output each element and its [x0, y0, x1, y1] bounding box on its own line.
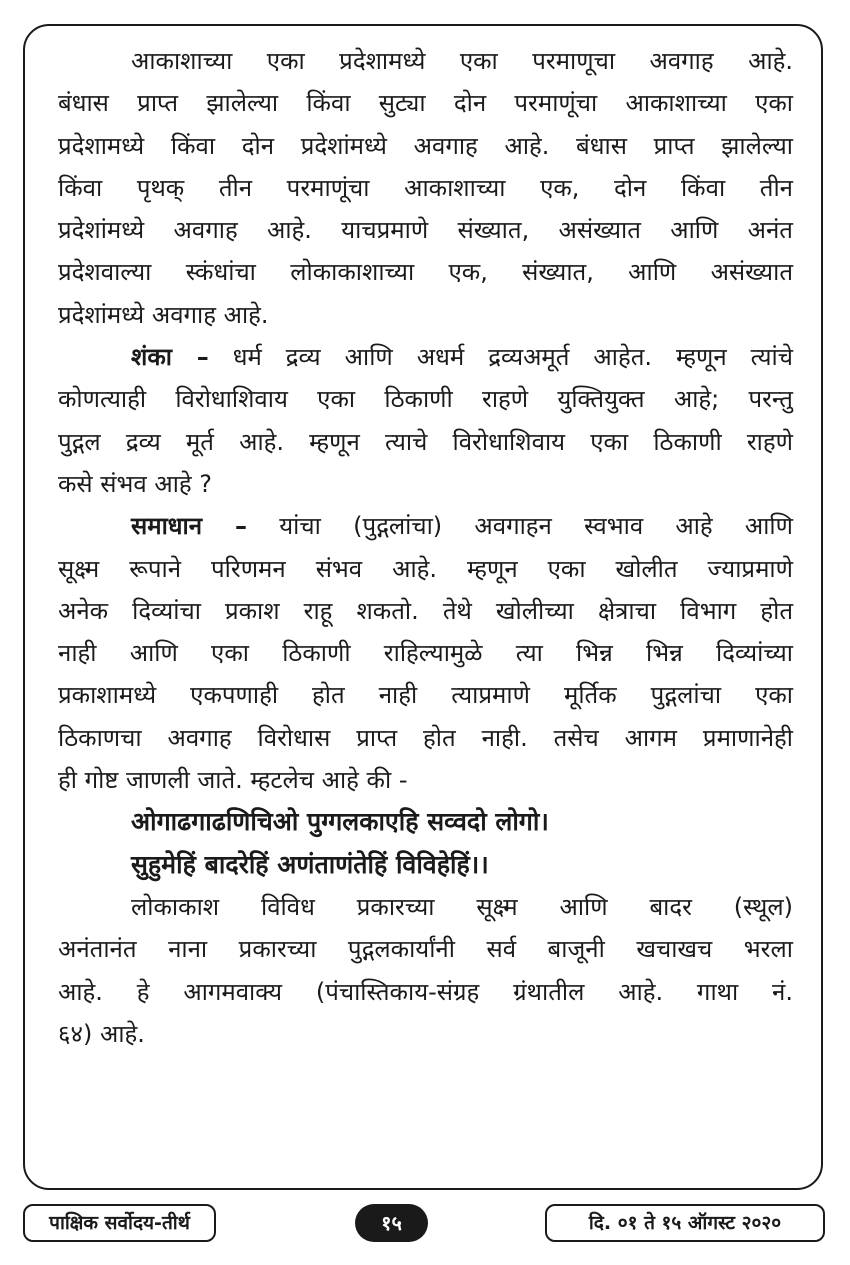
text-line: अनंतानंत नाना प्रकारच्या पुद्गलकार्यांनी सर्व बाजूनी खचाखच भरला — [58, 935, 793, 964]
text-line: लोकाकाश विविध प्रकारच्या सूक्ष्म आणि बादर (स्थूल) — [131, 892, 793, 921]
page-number: १५ — [355, 1204, 428, 1242]
text-line: प्रदेशांमध्ये अवगाह आहे. — [58, 300, 269, 329]
text-line: प्रदेशामध्ये किंवा दोन प्रदेशांमध्ये अवगाह आहे. बंधास प्राप्त झालेल्या — [58, 131, 793, 160]
issue-date: दि. ०१ ते १५ ऑगस्ट २०२० — [545, 1204, 825, 1242]
text-line: प्रकाशामध्ये एकपणाही होत नाही त्याप्रमाणे मूर्तिक पुद्गलांचा एका — [58, 681, 793, 710]
text-line: कोणत्याही विरोधाशिवाय एका ठिकाणी राहणे युक्तियुक्त आहे; परन्तु — [58, 385, 793, 414]
text-line: अनेक दिव्यांचा प्रकाश राहू शकतो. तेथे खोलीच्या क्षेत्राचा विभाग होत — [58, 596, 793, 625]
text-line: किंवा पृथक् तीन परमाणूंचा आकाशाच्या एक, दोन किंवा तीन — [58, 173, 793, 202]
text-line: ही गोष्ट जाणली जाते. म्हटलेच आहे की - — [58, 766, 408, 795]
text-line: कसे संभव आहे ? — [58, 469, 212, 498]
text-line: ६४) आहे. — [58, 1019, 145, 1048]
text-line: नाही आणि एका ठिकाणी राहिल्यामुळे त्या भिन्न भिन्न दिव्यांच्या — [58, 639, 793, 668]
shanka-paragraph-start: शंका – धर्म द्रव्य आणि अधर्म द्रव्यअमूर्त आहेत. म्हणून त्यांचे — [131, 343, 793, 372]
text-line: बंधास प्राप्त झालेल्या किंवा सुट्या दोन परमाणूंचा आकाशाच्या एका — [58, 89, 793, 118]
text-line: पुद्गल द्रव्य मूर्त आहे. म्हणून त्याचे विरोधाशिवाय एका ठिकाणी राहणे — [58, 427, 793, 456]
samadhan-paragraph-start: समाधान – यांचा (पुद्गलांचा) अवगाहन स्वभाव आहे आणि — [131, 512, 793, 541]
text-line: ठिकाणचा अवगाह विरोधास प्राप्त होत नाही. तसेच आगम प्रमाणानेही — [58, 723, 793, 752]
verse-line: ओगाढगाढणिचिओ पुग्गलकाएहि सव्वदो लोगो। — [131, 807, 549, 837]
text-line: सूक्ष्म रूपाने परिणमन संभव आहे. म्हणून एका खोलीत ज्याप्रमाणे — [58, 554, 793, 583]
verse-line: सुहुमेहिं बादरेहिं अणंताणंतेहिं विविहेहिं।। — [131, 849, 489, 879]
text-line: आहे. हे आगमवाक्य (पंचास्तिकाय-संग्रह ग्रंथातील आहे. गाथा नं. — [58, 977, 793, 1006]
text-line: प्रदेशांमध्ये अवगाह आहे. याचप्रमाणे संख्यात, असंख्यात आणि अनंत — [58, 216, 793, 245]
body-text — [58, 40, 793, 1055]
text-line: प्रदेशवाल्या स्कंधांचा लोकाकाशाच्या एक, संख्यात, आणि असंख्यात — [58, 258, 793, 287]
publication-name: पाक्षिक सर्वोदय-तीर्थ — [23, 1204, 216, 1242]
text-line: आकाशाच्या एका प्रदेशामध्ये एका परमाणूचा अवगाह आहे. — [131, 47, 793, 75]
